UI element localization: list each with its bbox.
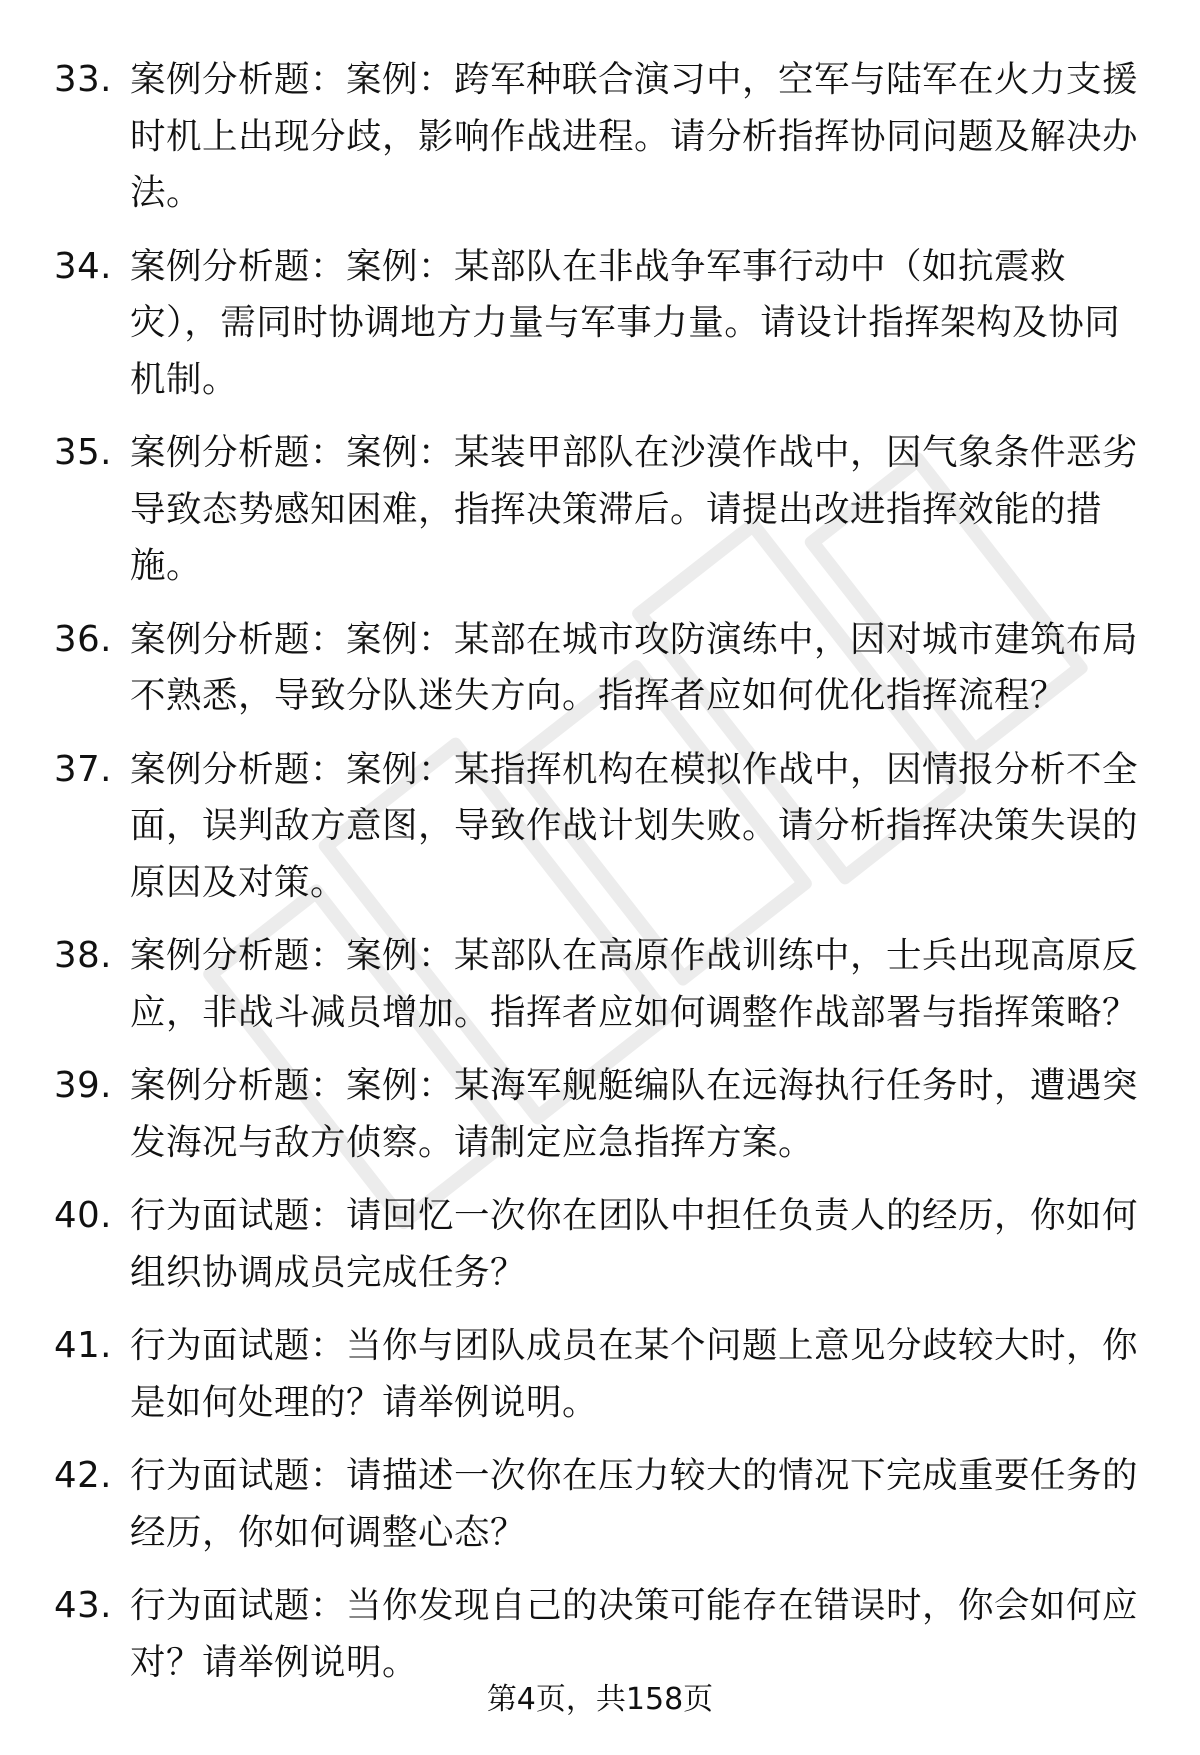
question-text: 行为面试题：请描述一次你在压力较大的情况下完成重要任务的经历，你如何调整心态？ (130, 1455, 1139, 1553)
page-footer: 第4页，共158页 (486, 1682, 714, 1717)
question-item (0, 239, 1200, 409)
question-text: 案例分析题：案例：某部队在高原作战训练中，士兵出现高原反应，非战斗减员增加。指挥者应如何调整作战部署与指挥策略？ (130, 935, 1139, 1033)
question-text: 案例分析题：案例：某海军舰艇编队在远海执行任务时，遭遇突发海况与敌方侦察。请制定应急指挥方案。 (130, 1065, 1139, 1163)
question-number: 39. (54, 1065, 112, 1106)
question-number: 42. (54, 1455, 112, 1496)
question-item (0, 612, 1200, 725)
question-item (0, 742, 1200, 912)
question-item (0, 1448, 1200, 1561)
question-number: 38. (54, 935, 112, 976)
question-text: 案例分析题：案例：某部队在非战争军事行动中（如抗震救灾），需同时协调地方力量与军事力量。请设计指挥架构及协同机制。 (130, 245, 1121, 400)
question-text: 案例分析题：案例：某部在城市攻防演练中，因对城市建筑布局不熟悉，导致分队迷失方向。指挥者应如何优化指挥流程？ (130, 618, 1139, 716)
question-number: 37. (54, 748, 112, 790)
question-item (0, 1318, 1200, 1431)
question-number: 43. (54, 1585, 112, 1626)
question-text: 案例分析题：案例：某指挥机构在模拟作战中，因情报分析不全面，误判敌方意图，导致作战计划失败。请分析指挥决策失误的原因及对策。 (130, 748, 1139, 903)
question-number: 40. (54, 1195, 112, 1236)
question-item (0, 1188, 1200, 1301)
question-text: 案例分析题：案例：某装甲部队在沙漠作战中，因气象条件恶劣导致态势感知困难，指挥决策滞后。请提出改进指挥效能的措施。 (130, 432, 1139, 586)
question-item (0, 1058, 1200, 1171)
question-text: 行为面试题：当你发现自己的决策可能存在错误时，你会如何应对？请举例说明。 (130, 1585, 1139, 1683)
question-number: 36. (54, 618, 112, 660)
question-text: 案例分析题：案例：跨军种联合演习中，空军与陆军在火力支援时机上出现分歧，影响作战进程。请分析指挥协同问题及解决办法。 (130, 59, 1139, 213)
question-item (0, 425, 1200, 595)
question-number: 33. (54, 59, 112, 100)
question-number: 41. (54, 1325, 112, 1366)
question-number: 35. (54, 432, 112, 473)
question-number: 34. (54, 245, 112, 287)
question-list (0, 52, 1200, 1708)
question-item (0, 52, 1200, 222)
question-text: 行为面试题：请回忆一次你在团队中担任负责人的经历，你如何组织协调成员完成任务？ (130, 1195, 1139, 1293)
question-text: 行为面试题：当你与团队成员在某个问题上意见分歧较大时，你是如何处理的？请举例说明。 (130, 1325, 1139, 1423)
question-item (0, 1578, 1200, 1691)
question-item (0, 928, 1200, 1041)
